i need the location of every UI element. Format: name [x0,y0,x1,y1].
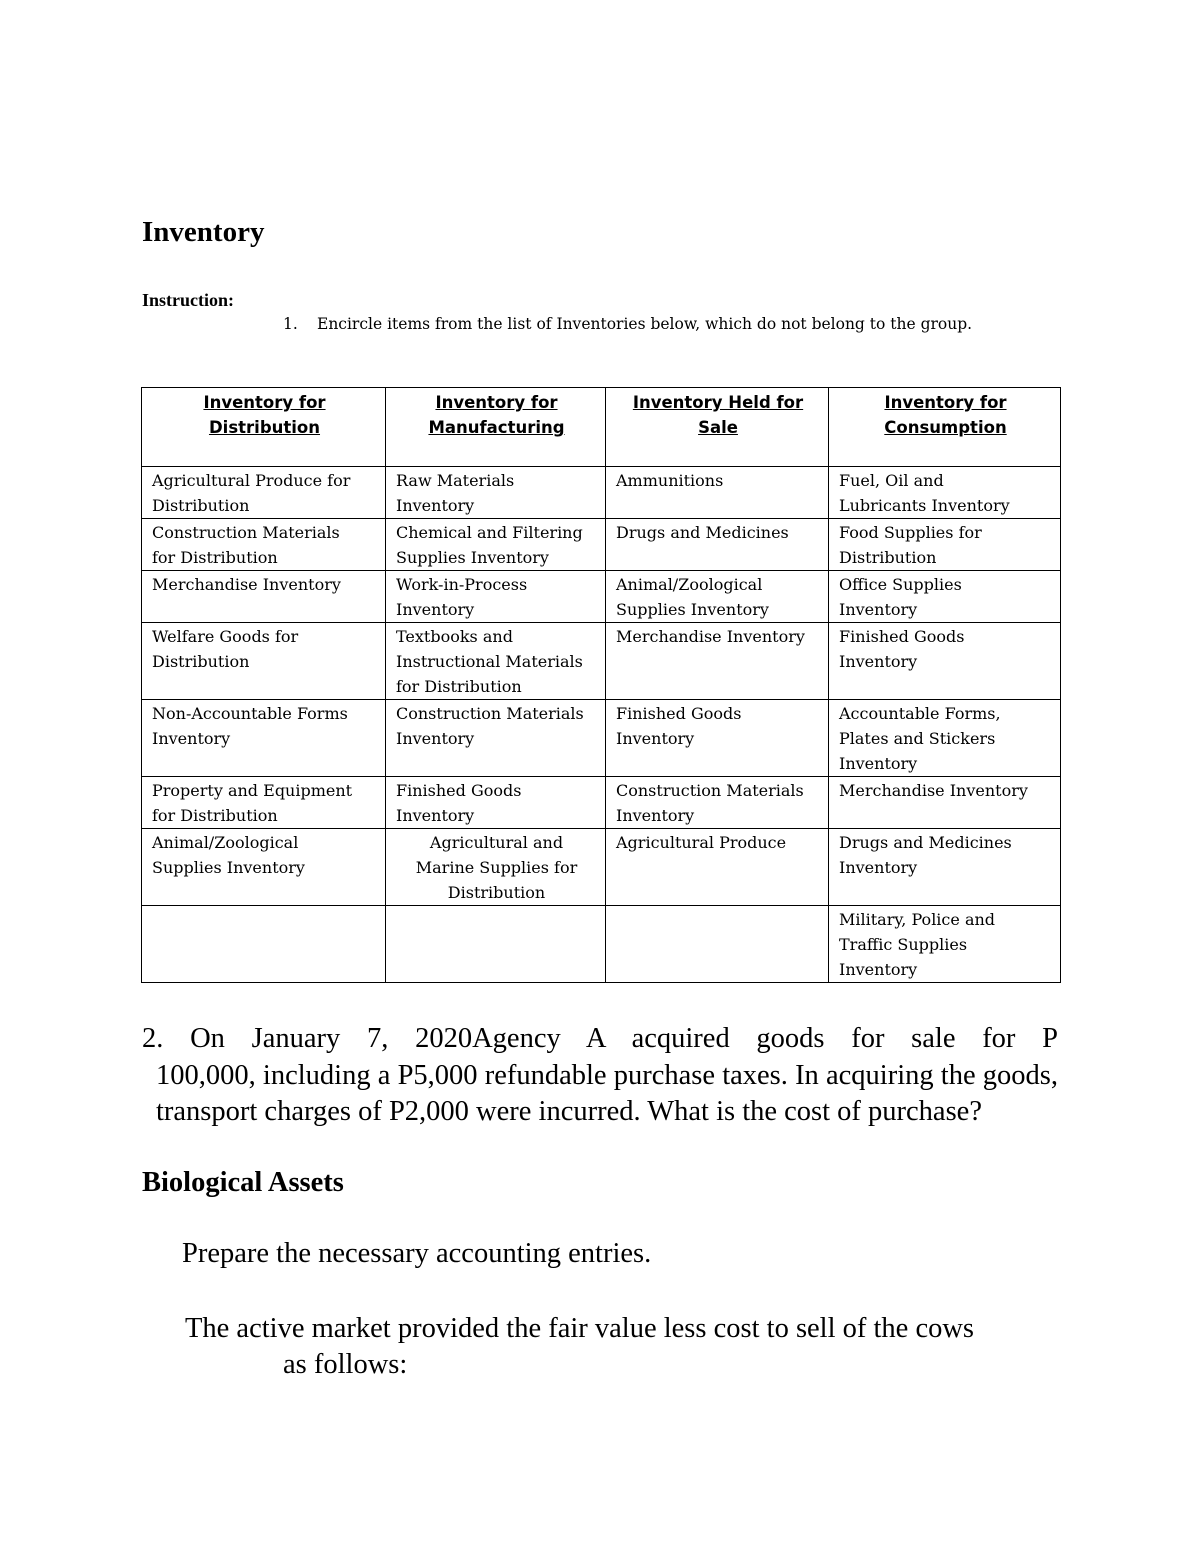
table-row [142,700,1061,777]
table-cell: Fuel, Oil and Lubricants Inventory [829,467,1061,519]
table-cell: Raw Materials Inventory [386,467,606,519]
table-cell: Non-Accountable Forms Inventory [142,700,386,777]
table-row [142,467,1061,519]
market-line-2: as follows: [283,1349,408,1380]
biological-assets-heading: Biological Assets [142,1167,344,1198]
table-row [142,906,1061,983]
table-cell: Drugs and Medicines [606,519,829,571]
table-cell: Ammunitions [606,467,829,519]
table-cell: Finished Goods Inventory [829,623,1061,700]
question-2-text: 100,000, including a P5,000 refundable purchase taxes. In acquiring the goods, transport charges of P2,000 were incurred. What is the cost of purchase? [156,1059,1058,1127]
question-2-first-line: 2. On January 7, 2020Agency A acquired goods for sale for P [142,1023,1058,1054]
table-cell: Work-in-Process Inventory [386,571,606,623]
table-cell: Finished Goods Inventory [606,700,829,777]
market-line-1: The active market provided the fair value less cost to sell of the cows [185,1313,975,1344]
instruction-item [283,315,972,333]
table-cell: Animal/Zoological Supplies Inventory [606,571,829,623]
table-row [142,829,1061,906]
table-cell [386,906,606,983]
market-paragraph [185,1311,1065,1383]
accounting-entries-instruction: Prepare the necessary accounting entries. [182,1238,652,1269]
instruction-label: Instruction: [142,290,235,310]
table-cell: Agricultural Produce [606,829,829,906]
table-row [142,623,1061,700]
table-cell: Chemical and Filtering Supplies Inventory [386,519,606,571]
question-2 [142,1021,1058,1131]
table-cell: Merchandise Inventory [829,777,1061,829]
table-cell: Construction Materials Inventory [386,700,606,777]
table-cell: Food Supplies for Distribution [829,519,1061,571]
table-row [142,519,1061,571]
instruction-number: 1. [283,315,298,333]
header-manufacturing: Inventory for Manufacturing [386,388,606,467]
table-row [142,571,1061,623]
instruction-text: Encircle items from the list of Inventories below, which do not belong to the group. [317,315,973,333]
table-cell: Construction Materials Inventory [606,777,829,829]
table-cell: Agricultural and Marine Supplies for Distribution [386,829,606,906]
table-cell: Property and Equipment for Distribution [142,777,386,829]
table-cell: Accountable Forms, Plates and Stickers Inventory [829,700,1061,777]
table-cell: Merchandise Inventory [606,623,829,700]
table-cell: Finished Goods Inventory [386,777,606,829]
table-cell [142,906,386,983]
header-consumption: Inventory for Consumption [829,388,1061,467]
header-distribution: Inventory for Distribution [142,388,386,467]
inventory-table [141,387,1061,983]
table-cell: Animal/Zoological Supplies Inventory [142,829,386,906]
table-header-row [142,388,1061,467]
table-cell: Military, Police and Traffic Supplies Inventory [829,906,1061,983]
table-cell [606,906,829,983]
table-cell: Merchandise Inventory [142,571,386,623]
header-held-for-sale: Inventory Held for Sale [606,388,829,467]
table-cell: Agricultural Produce for Distribution [142,467,386,519]
document-title: Inventory [142,216,265,248]
table-cell: Welfare Goods for Distribution [142,623,386,700]
table-cell: Construction Materials for Distribution [142,519,386,571]
table-cell: Drugs and Medicines Inventory [829,829,1061,906]
table-cell: Textbooks and Instructional Materials for Distribution [386,623,606,700]
table-row [142,777,1061,829]
table-cell: Office Supplies Inventory [829,571,1061,623]
